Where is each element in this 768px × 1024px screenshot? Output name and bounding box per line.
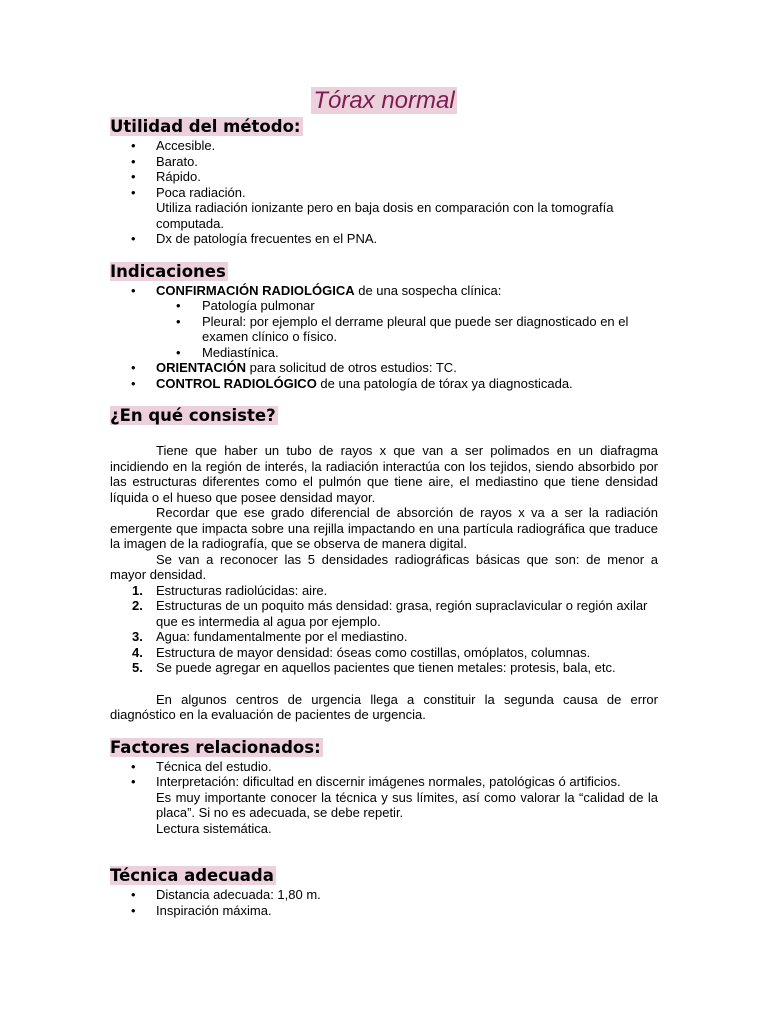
numbered-item: 3. Agua: fundamentalmente por el mediastino. — [132, 629, 408, 644]
list-item: • Técnica del estudio. — [110, 759, 658, 775]
list-item: • Distancia adecuada: 1,80 m. — [110, 887, 658, 903]
numbered-item: 5. Se puede agregar en aquellos pacientes que tienen metales: protesis, bala, etc. — [132, 660, 616, 675]
list-item: • CONFIRMACIÓN RADIOLÓGICA de una sospecha clínica: — [110, 283, 658, 299]
list-item: • Poca radiación. Utiliza radiación ionizante pero en baja dosis en comparación con la tomografía computada. — [110, 185, 658, 232]
paragraph: En algunos centros de urgencia llega a constituir la segunda causa de error diagnóstico en la evaluación de pacientes de urgencia. — [110, 691, 658, 722]
heading-utilidad: Utilidad del método: — [110, 117, 301, 136]
numbered-item: 4. Estructura de mayor densidad: óseas como costillas, omóplatos, columnas. — [132, 644, 591, 660]
heading-consiste: ¿En qué consiste? — [110, 406, 276, 425]
list-indicaciones — [110, 283, 658, 299]
numbered-item: 1. Estructuras radiolúcidas: aire. — [132, 582, 328, 598]
paragraph: Recordar que ese grado diferencial de absorción de rayos x va a ser la radiación emergente que impacta sobre una rejilla impactando en una partícula radiográfica que traduce la imagen de la radiografía, que se observa de manera digital. — [110, 505, 658, 551]
list-item: • Barato. — [110, 154, 658, 170]
paragraph: Se van a reconocer las 5 densidades radiográficas básicas que son: de menor a mayor densidad. — [110, 551, 658, 582]
list-item: • CONTROL RADIOLÓGICO de una patología de tórax ya diagnosticada. — [110, 376, 658, 392]
heading-factores: Factores relacionados: — [110, 737, 321, 757]
numbered-item: 2. Estructuras de un poquito más densidad: grasa, región supraclavicular o región axilar que es intermedia al agua por ejemplo. — [132, 598, 648, 629]
sub-list-item: • Pleural: por ejemplo el derrame pleural que puede ser diagnosticado en el examen clínico o físico. — [110, 314, 658, 345]
list-factores — [110, 759, 658, 837]
page-title: Tórax normal — [313, 87, 455, 114]
list-item: • Dx de patología frecuentes en el PNA. — [110, 231, 658, 247]
heading-indicaciones: Indicaciones — [110, 261, 226, 281]
list-tecnica — [110, 887, 658, 918]
list-item: • Inspiración máxima. — [110, 903, 658, 919]
list-item: • Rápido. — [110, 169, 658, 185]
sublist-indicaciones — [110, 298, 658, 360]
list-item: • Accesible. — [110, 138, 658, 154]
list-item-continuation: Lectura sistemática. — [156, 820, 272, 836]
document-page — [110, 86, 658, 918]
sub-list-item: • Patología pulmonar — [110, 298, 658, 314]
list-item: • Interpretación: dificultad en discernir imágenes normales, patológicas ó artificios. Es muy importante conocer la técnica y sus límites, así como valorar la “calidad de la placa”. Si no es adecuada, se debe repetir. Lectura sistemática. — [110, 774, 658, 836]
paragraph: Tiene que haber un tubo de rayos x que van a ser polimados en un diafragma incidiendo en la región de interés, la radiación interactúa con los tejidos, siendo absorbido por las estructuras diferentes como el pulmón que tiene aire, el mediastino que tiene densidad líquida o el hueso que posee densidad mayor. — [110, 443, 658, 505]
list-item-continuation: Es muy importante conocer la técnica y sus límites, así como valorar la “calidad de la placa”. Si no es adecuada, se debe repetir. — [156, 789, 658, 820]
sub-list-item: • Mediastínica. — [110, 345, 658, 361]
list-indicaciones-cont — [110, 360, 658, 391]
list-densidades — [110, 583, 658, 676]
list-item-continuation: Utiliza radiación ionizante pero en baja dosis en comparación con la tomografía computada. — [156, 200, 614, 231]
list-item: • ORIENTACIÓN para solicitud de otros estudios: TC. — [110, 360, 658, 376]
heading-tecnica: Técnica adecuada — [110, 866, 274, 885]
list-utilidad — [110, 138, 658, 247]
